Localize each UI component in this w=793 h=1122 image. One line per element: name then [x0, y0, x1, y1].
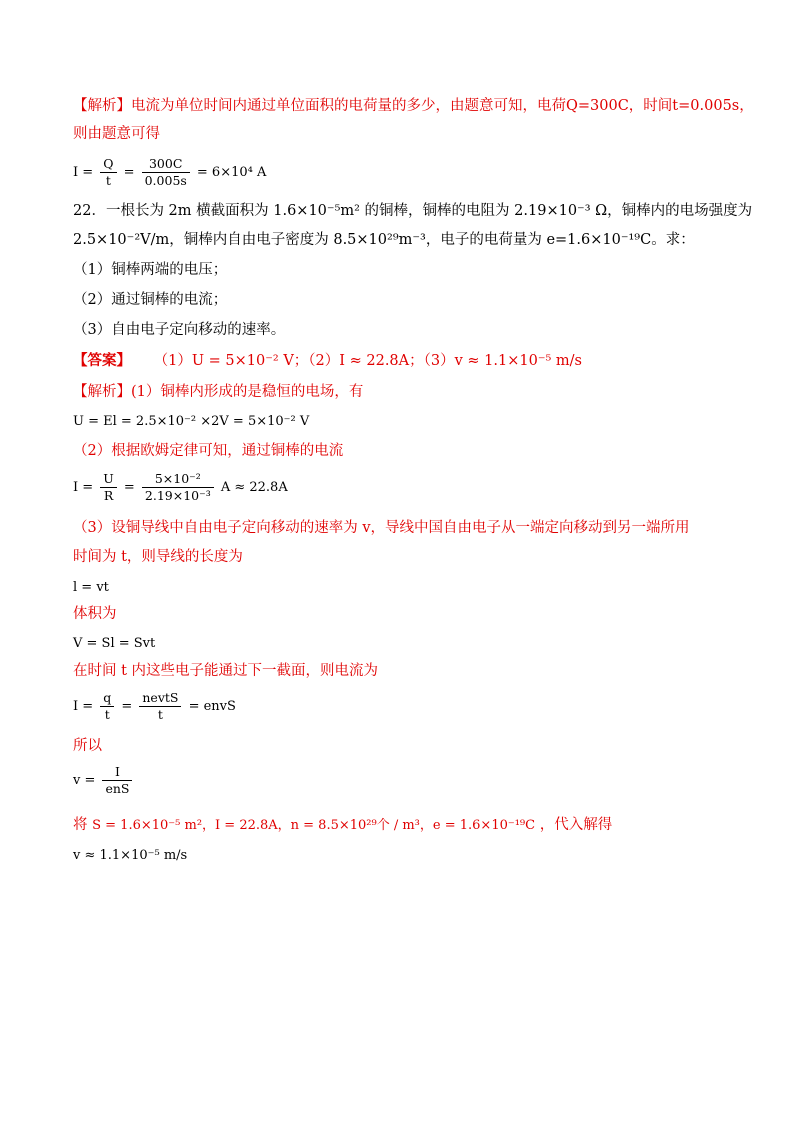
so-label: 所以: [73, 738, 102, 754]
formula-current-2: I = $\frac{q}{t}$ = $\frac{\text{nevtS}}{t}$ = envS: [73, 690, 236, 722]
formula-ohm: I = $\frac{U}{R}$ = $\frac{\text{5×10⁻²}}{\text{2.19×10⁻³}}$ A ≈ 22.8A: [73, 471, 288, 503]
formula-voltage: U = El = 2.5×10⁻² ×2V = 5×10⁻² V: [73, 414, 310, 429]
substitution-values: S = 1.6×10⁻⁵ m²，I = 22.8A，n = 8.5×10²⁹个 / m³，e = 1.6×10⁻¹⁹C: [92, 818, 536, 833]
question-line-2: 2.5×10⁻²V/m，铜棒内自由电子密度为 8.5×10²⁹m⁻³，电子的电荷量为 e=1.6×10⁻¹⁹C。求：: [73, 232, 695, 248]
answer-label: 【答案】: [73, 352, 131, 369]
analysis-line-2: 则由题意可得: [73, 126, 160, 142]
formula-length: l = vt: [73, 580, 109, 595]
formula-current-1: I = $\frac{Q}{t}$ = $\frac{300C}{0.005s}$ = 6×10⁴ A: [73, 156, 267, 188]
formula-result: v ≈ 1.1×10⁻⁵ m/s: [73, 848, 188, 863]
analysis-part-1: 【解析】(1）铜棒内形成的是稳恒的电场，有: [73, 384, 364, 400]
analysis-line-1: 【解析】电流为单位时间内通过单位面积的电荷量的多少，由题意可知，电荷Q=300C，时间t=0.005s，: [73, 98, 754, 114]
answer-line: [73, 351, 582, 371]
analysis-current-line: 在时间 t 内这些电子能通过下一截面，则电流为: [73, 663, 379, 679]
answer-body: （1）U = 5×10⁻² V；（2）I ≈ 22.8A；（3）v ≈ 1.1×10⁻⁵ m/s: [153, 353, 582, 369]
volume-label: 体积为: [73, 606, 117, 622]
analysis-part-3-line-1: （3）设铜导线中自由电子定向移动的速率为 v，导线中国自由电子从一端定向移动到另一端所用: [73, 520, 690, 536]
formula-volume: V = Sl = Svt: [73, 636, 156, 651]
analysis-part-3-line-2: 时间为 t，则导线的长度为: [73, 549, 243, 565]
question-line-1: 22．一根长为 2m 横截面积为 1.6×10⁻⁵m² 的铜棒，铜棒的电阻为 2.19×10⁻³ Ω，铜棒内的电场强度为: [73, 203, 753, 219]
analysis-part-2: （2）根据欧姆定律可知，通过铜棒的电流: [73, 443, 344, 459]
substitution-line: 将 S = 1.6×10⁻⁵ m²，I = 22.8A，n = 8.5×10²⁹个 / m³，e = 1.6×10⁻¹⁹C ，代入解得: [73, 817, 613, 833]
question-item-3: （3）自由电子定向移动的速率。: [73, 322, 286, 338]
formula-velocity: v = $\frac{I}{\text{enS}}$: [73, 764, 134, 797]
question-item-2: （2）通过铜棒的电流；: [73, 292, 228, 308]
question-item-1: （1）铜棒两端的电压；: [73, 262, 228, 278]
